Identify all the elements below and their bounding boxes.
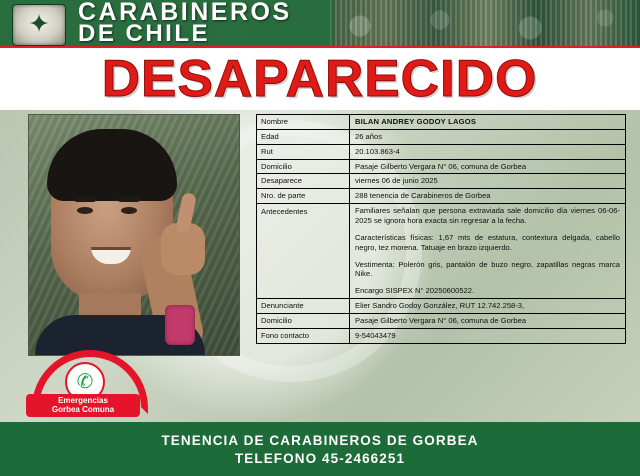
row-label: Nombre (257, 115, 350, 129)
row-label: Rut (257, 145, 350, 159)
antecedentes-paragraph: Encargo SISPEX N° 20250600522. (355, 286, 475, 296)
footer-line1: TENENCIA DE CARABINEROS DE GORBEA (161, 432, 479, 448)
row-label: Domicilio (257, 314, 350, 328)
footer-line2: TELEFONO 45-2466251 (234, 450, 406, 466)
table-row (257, 115, 625, 130)
row-label: Domicilio (257, 160, 350, 174)
status-banner-text: DESAPARECIDO (102, 50, 538, 108)
row-value: Pasaje Gilberto Vergara N° 06, comuna de Gorbea (355, 316, 527, 326)
row-label: Nro. de parte (257, 189, 350, 203)
photo-eyebrow-right (118, 197, 140, 202)
star-glyph: ✦ (28, 8, 50, 39)
row-value-antecedentes (350, 204, 625, 298)
missing-person-photo (28, 114, 240, 356)
badge-label (26, 394, 140, 417)
poster-footer (0, 422, 640, 476)
table-row (257, 329, 625, 343)
row-value: 288 tenencia de Carabineros de Gorbea (355, 191, 491, 201)
antecedentes-paragraph: Familiares señalan que persona extraviada sale domicilio día viernes 06-06-2025 se ignora hora exacta sin regresar a la fecha. (355, 206, 620, 226)
row-value: 9-54043479 (355, 330, 396, 340)
poster-body (0, 110, 640, 422)
photo-phone-object (165, 305, 195, 345)
badge-label-line1: Emergencias (58, 396, 108, 405)
table-row (257, 189, 625, 204)
whatsapp-glyph: ✆ (76, 371, 94, 393)
table-row (257, 314, 625, 329)
organization-title-line1: CARABINEROS (78, 0, 292, 26)
table-row (257, 145, 625, 160)
row-value: Elier Sandro Godoy González, RUT 12.742.258-3, (355, 301, 525, 311)
row-label: Denunciante (257, 299, 350, 313)
person-details-table (256, 114, 626, 344)
table-row (257, 174, 625, 189)
antecedentes-paragraph: Vestimenta: Polerón gris, pantalón de buzo negro, zapatillas negras marca Nike. (355, 259, 620, 279)
row-value: viernes 06 de junio 2025 (355, 176, 438, 186)
table-row (257, 299, 625, 314)
photo-eye-left (77, 207, 93, 214)
table-row (257, 160, 625, 175)
organization-title (78, 2, 292, 44)
row-label: Desaparece (257, 174, 350, 188)
row-label: Antecedentes (257, 204, 350, 298)
badge-label-line2: Gorbea Comuna (51, 405, 115, 415)
table-row (257, 130, 625, 145)
poster-header (0, 0, 640, 46)
row-value: Pasaje Gilberto Vergara N° 06, comuna de Gorbea (355, 161, 527, 171)
row-label: Fono contacto (257, 329, 350, 343)
row-value: 26 años (355, 131, 383, 141)
row-value: BILAN ANDREY GODOY LAGOS (355, 117, 477, 126)
table-row-antecedentes (257, 204, 625, 299)
organization-title-line2: DE CHILE (78, 20, 211, 46)
photo-eye-right (121, 207, 137, 214)
carabineros-star-emblem-icon (12, 4, 66, 46)
status-banner (0, 46, 640, 112)
emergency-whatsapp-badge[interactable] (18, 350, 148, 416)
photo-eyebrow-left (74, 197, 96, 202)
row-label: Edad (257, 130, 350, 144)
row-value: 20.103.863-4 (355, 146, 400, 156)
antecedentes-paragraph: Características físicas: 1,67 mts de estatura, contextura delgada, cabello negro, tez morena. Tatuaje en brazo izquierdo. (355, 232, 620, 252)
